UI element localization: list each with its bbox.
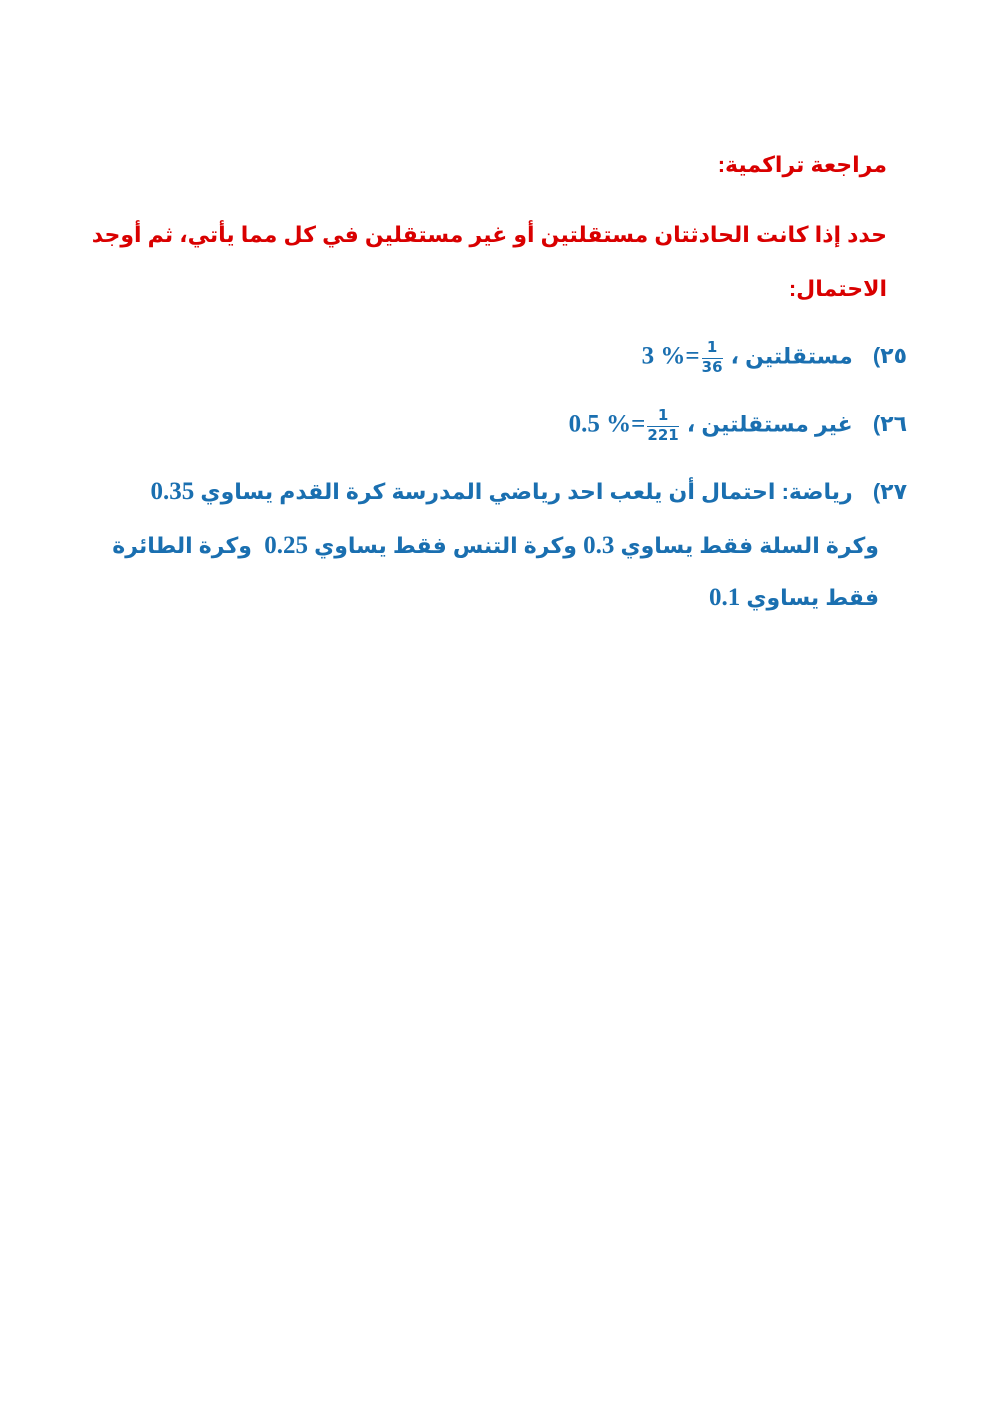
answer-fraction: [647, 408, 678, 444]
answer-percent: 0.5 %=: [568, 410, 646, 438]
fraction-denominator: 221: [647, 425, 679, 444]
question-number: ٢٦): [872, 411, 907, 437]
question-text: وكرة الطائرة: [112, 533, 252, 558]
instructions-line-2: الاحتمال:: [788, 276, 887, 301]
question-27-line-2: [112, 532, 879, 560]
question-text: رياضة: احتمال أن يلعب احد رياضي المدرسة كرة القدم يساوي: [200, 479, 853, 504]
instructions-line-1: حدد إذا كانت الحادثتان مستقلتين أو غير مستقلين في كل مما يأتي، ثم أوجد: [91, 222, 887, 247]
question-text: وكرة السلة فقط يساوي: [620, 533, 879, 558]
question-number: ٢٥): [872, 343, 907, 369]
answer-fraction: [702, 340, 723, 376]
question-27-line-3: [709, 584, 879, 612]
answer-value: [569, 408, 681, 444]
fraction-numerator: 1: [657, 406, 669, 424]
fraction-numerator: 1: [706, 338, 718, 356]
probability-value: 0.25: [264, 532, 308, 559]
probability-value: 0.35: [150, 478, 195, 505]
question-text: وكرة التنس فقط يساوي: [314, 533, 577, 558]
probability-value: 0.3: [583, 532, 615, 559]
question-number: ٢٧): [872, 479, 907, 504]
fraction-denominator: 36: [701, 357, 723, 376]
probability-value: 0.1: [708, 584, 741, 611]
answer-percent: 3 %=: [641, 342, 700, 370]
answer-value: [642, 340, 725, 376]
question-25: [642, 340, 907, 376]
question-text: فقط يساوي: [746, 585, 879, 610]
question-27-line-1: [151, 478, 907, 506]
question-26: [569, 408, 907, 444]
question-text: مستقلتين ،: [730, 343, 853, 369]
question-text: غير مستقلتين ،: [686, 411, 853, 437]
section-heading: مراجعة تراكمية:: [717, 152, 887, 177]
